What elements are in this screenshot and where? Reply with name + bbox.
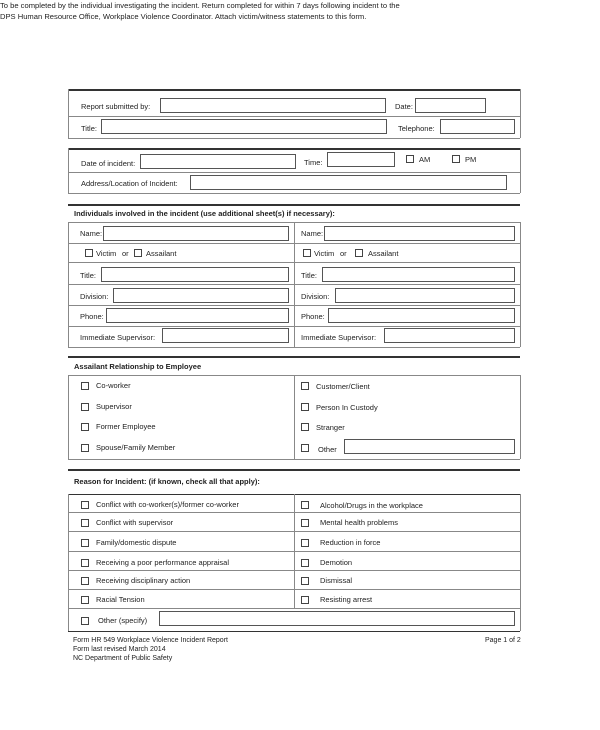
division-label-left: Division: (80, 292, 109, 301)
instructions-line-1: To be completed by the individual investigating the incident. Return completed for within 7 days following incident to the (0, 1, 400, 10)
title-field-left[interactable] (101, 267, 289, 282)
reason-reduction-force-label: Reduction in force (320, 538, 381, 547)
name-label-right: Name: (301, 229, 324, 238)
co-worker-label: Co-worker (96, 381, 131, 390)
reason-mental-health-checkbox[interactable] (301, 519, 309, 527)
reason-conflict-coworker-checkbox[interactable] (81, 501, 89, 509)
other-relationship-field[interactable] (344, 439, 515, 454)
section-divider (68, 204, 520, 206)
other-relationship-checkbox[interactable] (301, 444, 309, 452)
stranger-label: Stranger (316, 423, 345, 432)
footer-form-name: Form HR 549 Workplace Violence Incident Report (73, 637, 228, 644)
reason-dismissal-checkbox[interactable] (301, 577, 309, 585)
reason-reduction-force-checkbox[interactable] (301, 539, 309, 547)
name-field-right[interactable] (324, 226, 515, 241)
time-label: Time: (304, 158, 323, 167)
report-submitted-by-label: Report submitted by: (81, 102, 151, 111)
phone-field-left[interactable] (106, 308, 289, 323)
section-divider (68, 469, 520, 471)
reason-alcohol-drugs-label: Alcohol/Drugs in the workplace (320, 501, 423, 510)
reason-resisting-arrest-label: Resisting arrest (320, 595, 373, 604)
supervisor-checkbox[interactable] (81, 403, 89, 411)
reason-alcohol-drugs-checkbox[interactable] (301, 501, 309, 509)
customer-client-label: Customer/Client (316, 382, 370, 391)
reason-conflict-supervisor-label: Conflict with supervisor (96, 518, 174, 527)
phone-label-left: Phone: (80, 312, 104, 321)
reason-dismissal-label: Dismissal (320, 576, 353, 585)
footer-revised: Form last revised March 2014 (73, 646, 166, 653)
telephone-field[interactable] (440, 119, 515, 134)
stranger-checkbox[interactable] (301, 423, 309, 431)
division-label-right: Division: (301, 292, 330, 301)
am-label: AM (419, 155, 431, 164)
section-divider (68, 356, 520, 358)
reason-other-label: Other (specify) (98, 616, 148, 625)
person-in-custody-label: Person In Custody (316, 403, 378, 412)
supervisor-label-right: Immediate Supervisor: (301, 333, 377, 342)
division-field-right[interactable] (335, 288, 515, 303)
individuals-heading: Individuals involved in the incident (use additional sheet(s) if necessary): (74, 209, 335, 218)
am-checkbox[interactable] (406, 155, 414, 163)
telephone-label: Telephone: (398, 124, 435, 133)
pm-label: PM (465, 155, 477, 164)
reason-disciplinary-checkbox[interactable] (81, 577, 89, 585)
or-label-left: or (122, 249, 129, 258)
supervisor-field-right[interactable] (384, 328, 515, 343)
victim-checkbox-right[interactable] (303, 249, 311, 257)
spouse-family-checkbox[interactable] (81, 444, 89, 452)
reason-mental-health-label: Mental health problems (320, 518, 398, 527)
reason-resisting-arrest-checkbox[interactable] (301, 596, 309, 604)
section-divider (68, 89, 520, 91)
reason-heading: Reason for Incident: (if known, check all that apply): (74, 477, 260, 486)
phone-field-right[interactable] (328, 308, 515, 323)
title-field-right[interactable] (322, 267, 515, 282)
victim-label-right: Victim (314, 249, 335, 258)
or-label-right: or (340, 249, 347, 258)
supervisor-label-left: Immediate Supervisor: (80, 333, 156, 342)
reason-other-checkbox[interactable] (81, 617, 89, 625)
assailant-label-right: Assailant (368, 249, 399, 258)
title-label-right: Title: (301, 271, 317, 280)
supervisor-label: Supervisor (96, 402, 132, 411)
other-relationship-label: Other (318, 445, 337, 454)
reason-family-dispute-label: Family/domestic dispute (96, 538, 177, 547)
reason-poor-appraisal-label: Receiving a poor performance appraisal (96, 558, 229, 567)
address-field[interactable] (190, 175, 507, 190)
date-field[interactable] (415, 98, 486, 113)
reason-conflict-supervisor-checkbox[interactable] (81, 519, 89, 527)
page-number: Page 1 of 2 (485, 637, 521, 644)
title-label: Title: (81, 124, 97, 133)
section-divider (68, 148, 520, 150)
former-employee-label: Former Employee (96, 422, 156, 431)
former-employee-checkbox[interactable] (81, 423, 89, 431)
footer-info (73, 636, 228, 663)
reason-disciplinary-label: Receiving disciplinary action (96, 576, 191, 585)
victim-label-left: Victim (96, 249, 117, 258)
time-field[interactable] (327, 152, 395, 167)
address-label: Address/Location of Incident: (81, 179, 178, 188)
date-label: Date: (395, 102, 413, 111)
reason-racial-tension-label: Racial Tension (96, 595, 145, 604)
division-field-left[interactable] (113, 288, 289, 303)
reason-racial-tension-checkbox[interactable] (81, 596, 89, 604)
co-worker-checkbox[interactable] (81, 382, 89, 390)
relationship-heading: Assailant Relationship to Employee (74, 362, 202, 371)
instructions-line-2: DPS Human Resource Office, Workplace Violence Coordinator. Attach victim/witness statements to this form. (0, 12, 367, 21)
reason-poor-appraisal-checkbox[interactable] (81, 559, 89, 567)
supervisor-field-left[interactable] (162, 328, 289, 343)
footer-department: NC Department of Public Safety (73, 655, 173, 662)
date-of-incident-label: Date of incident: (81, 159, 136, 168)
name-field-left[interactable] (103, 226, 289, 241)
pm-checkbox[interactable] (452, 155, 460, 163)
phone-label-right: Phone: (301, 312, 325, 321)
reason-demotion-checkbox[interactable] (301, 559, 309, 567)
customer-client-checkbox[interactable] (301, 382, 309, 390)
date-of-incident-field[interactable] (140, 154, 296, 169)
reason-other-field[interactable] (159, 611, 515, 626)
name-label-left: Name: (80, 229, 103, 238)
reason-conflict-coworker-label: Conflict with co-worker(s)/former co-worker (96, 500, 239, 509)
title-label-left: Title: (80, 271, 96, 280)
reason-demotion-label: Demotion (320, 558, 353, 567)
victim-checkbox-left[interactable] (85, 249, 93, 257)
title-field[interactable] (101, 119, 387, 134)
assailant-label-left: Assailant (146, 249, 177, 258)
person-in-custody-checkbox[interactable] (301, 403, 309, 411)
spouse-family-label: Spouse/Family Member (96, 443, 176, 452)
assailant-checkbox-left[interactable] (134, 249, 142, 257)
assailant-checkbox-right[interactable] (355, 249, 363, 257)
report-submitted-by-field[interactable] (160, 98, 386, 113)
reason-family-dispute-checkbox[interactable] (81, 539, 89, 547)
instructions (0, 0, 450, 22)
